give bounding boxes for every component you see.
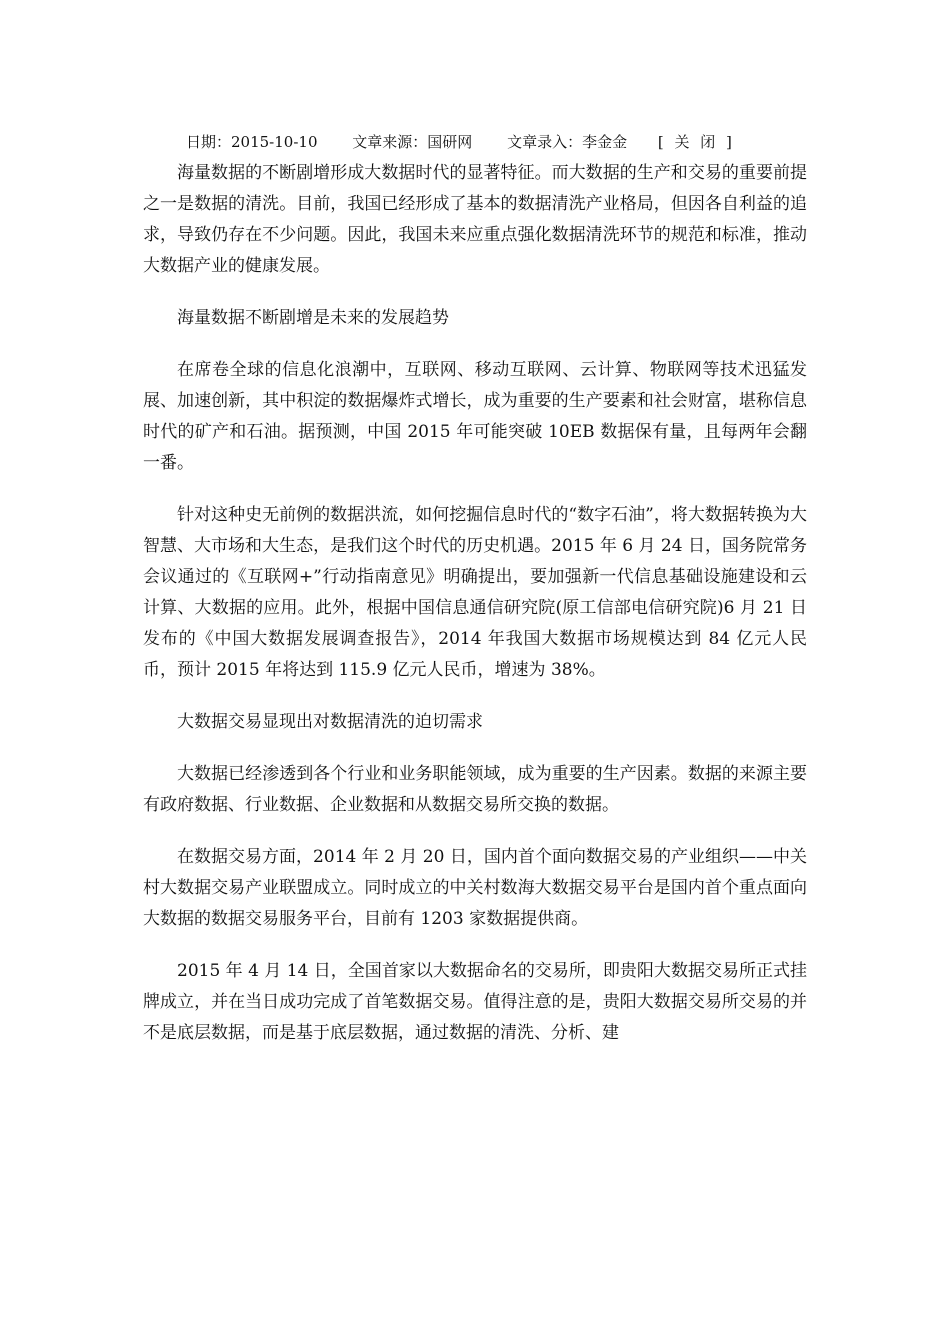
paragraph-4: 大数据已经渗透到各个行业和业务职能领域，成为重要的生产因素。数据的来源主要有政府数据、行业数据、企业数据和从数据交易所交换的数据。 <box>143 764 807 815</box>
article-date: 日期：2015-10-10 <box>186 133 318 151</box>
article-author: 文章录入：李金金 <box>507 133 628 151</box>
article-source: 文章来源：国研网 <box>352 133 473 151</box>
section-heading-2: 大数据交易显现出对数据清洗的迫切需求 <box>177 712 483 732</box>
paragraph-5: 在数据交易方面，2014 年 2 月 20 日，国内首个面向数据交易的产业组织——中关村大数据交易产业联盟成立。同时成立的中关村数海大数据交易平台是国内首个重点面向大数据的数据交易服务平台，目前有 1203 家数据提供商。 <box>143 847 807 929</box>
close-link[interactable]: [ 关 闭 ] <box>657 133 735 151</box>
paragraph-6: 2015 年 4 月 14 日，全国首家以大数据命名的交易所，即贵阳大数据交易所正式挂牌成立，并在当日成功完成了首笔数据交易。值得注意的是，贵阳大数据交易所交易的并不是底层数据，而是基于底层数据，通过数据的清洗、分析、建 <box>143 961 807 1043</box>
paragraph-3: 针对这种史无前例的数据洪流，如何挖掘信息时代的“数字石油”，将大数据转换为大智慧、大市场和大生态，是我们这个时代的历史机遇。2015 年 6 月 24 日，国务院常务会议通过的《互联网+”行动指南意见》明确提出，要加强新一代信息基础设施建设和云计算、大数据的应用。此外，根据中国信息通信研究院(原工信部电信研究院)6 月 21 日发布的《中国大数据发展调查报告》，2014 年我国大数据市场规模达到 84 亿元人民币，预计 2015 年将达到 115.9 亿元人民币，增速为 38%。 <box>143 505 807 680</box>
paragraph-2: 在席卷全球的信息化浪潮中，互联网、移动互联网、云计算、物联网等技术迅猛发展、加速创新，其中积淀的数据爆炸式增长，成为重要的生产要素和社会财富，堪称信息时代的矿产和石油。据预测，中国 2015 年可能突破 10EB 数据保有量，且每两年会翻一番。 <box>143 360 807 473</box>
paragraph-intro: 海量数据的不断剧增形成大数据时代的显著特征。而大数据的生产和交易的重要前提之一是数据的清洗。目前，我国已经形成了基本的数据清洗产业格局，但因各自利益的追求，导致仍存在不少问题。因此，我国未来应重点强化数据清洗环节的规范和标准，推动大数据产业的健康发展。 <box>143 163 807 276</box>
article-body <box>143 158 807 1049</box>
article-meta <box>186 130 826 154</box>
section-heading-1: 海量数据不断剧增是未来的发展趋势 <box>177 308 449 328</box>
